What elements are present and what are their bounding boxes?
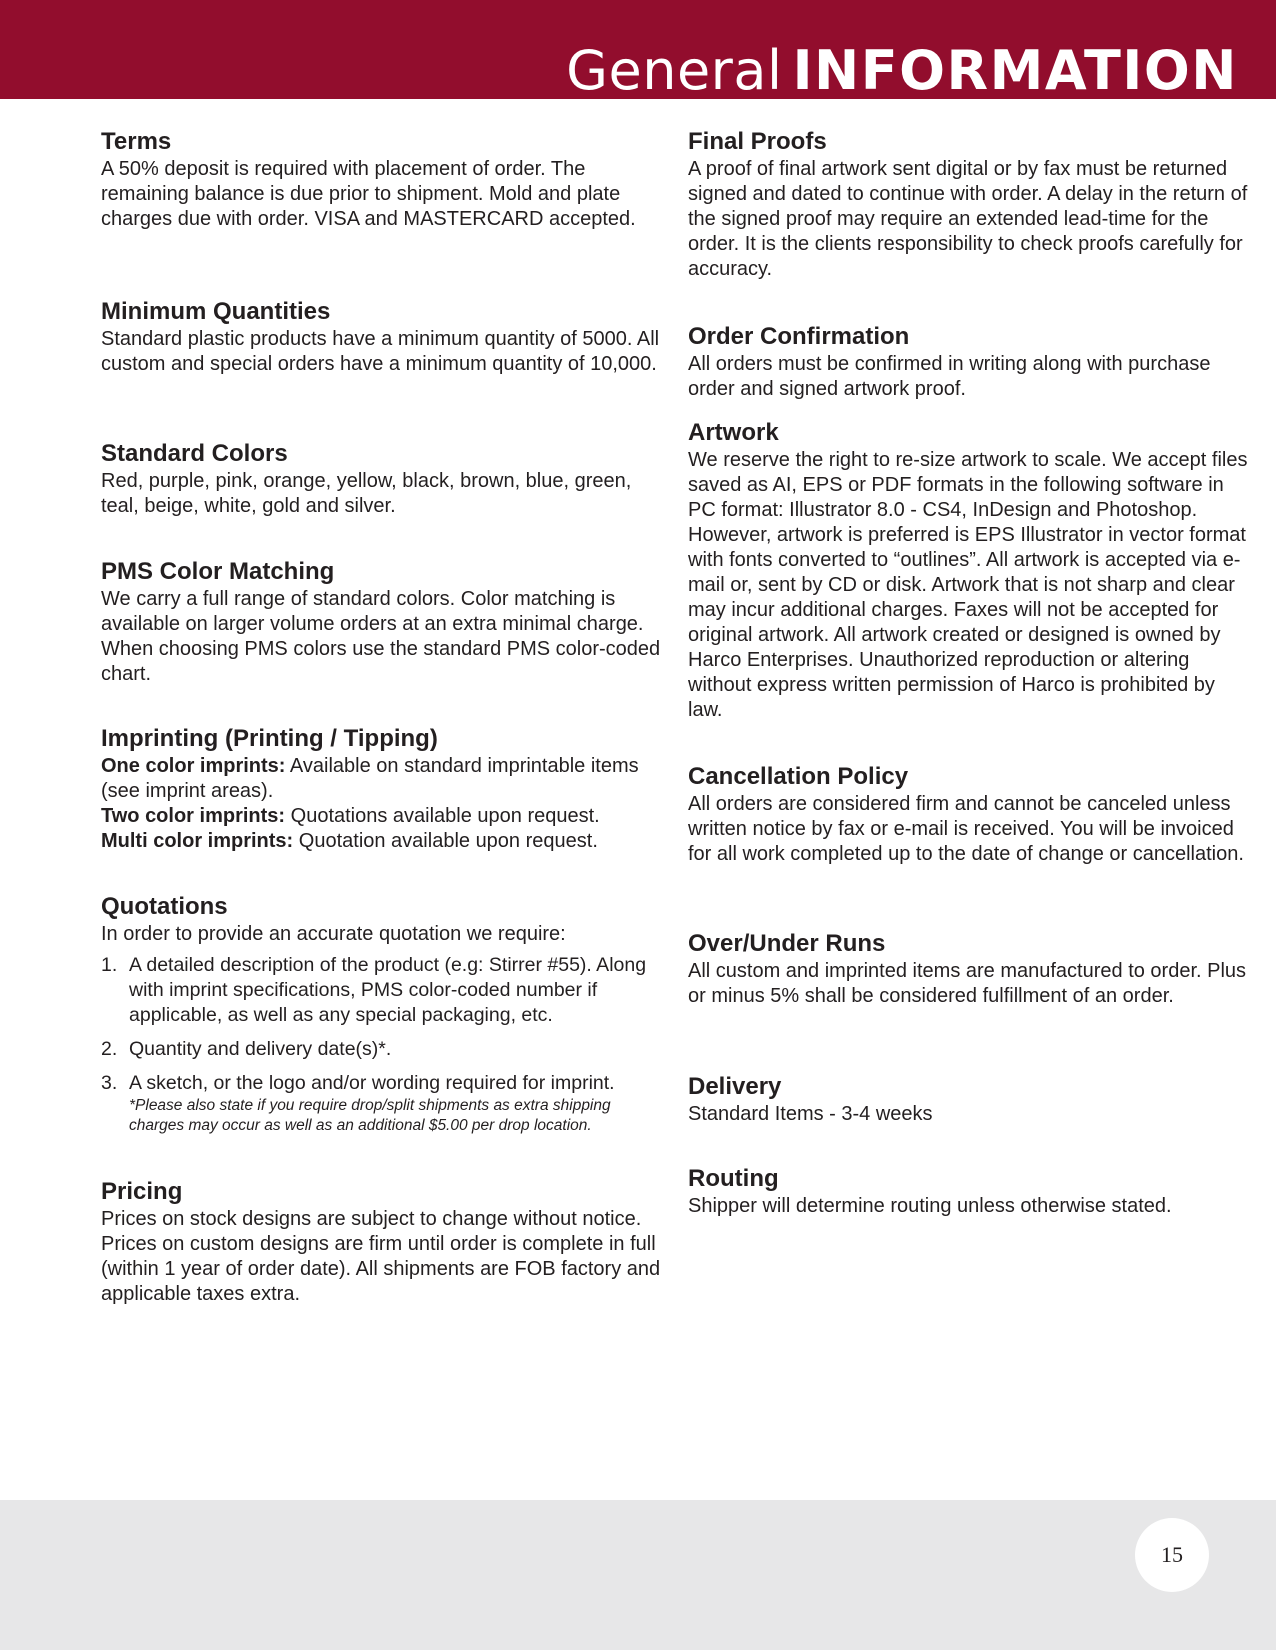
list-number: 3. bbox=[101, 1072, 118, 1094]
section-heading: Imprinting (Printing / Tipping) bbox=[101, 725, 438, 752]
imprint-label: Multi color imprints: bbox=[101, 830, 294, 852]
section-body: Standard Items - 3-4 weeks bbox=[688, 1103, 933, 1125]
section-heading: Order Confirmation bbox=[688, 323, 910, 350]
section-artwork bbox=[688, 418, 1248, 723]
section-body: All orders are considered firm and cannot be canceled unless written notice by fax or e-mail is received. You will be invoiced for all work completed up to the date of change or cancellation. bbox=[688, 793, 1244, 865]
list-item bbox=[101, 953, 661, 1028]
section-heading: Minimum Quantities bbox=[101, 298, 331, 325]
section-delivery bbox=[688, 1072, 1248, 1127]
section-heading: Delivery bbox=[688, 1073, 782, 1100]
section-terms bbox=[101, 127, 661, 232]
section-standard-colors bbox=[101, 439, 661, 519]
section-routing bbox=[688, 1164, 1248, 1219]
section-body: We reserve the right to re-size artwork to scale. We accept files saved as AI, EPS or PDF formats in the following software in PC format: Illustrator 8.0 - CS4, InDesign and Photoshop. However, artwork is preferred is EPS Illustrator in vector format with fonts converted to “outlines”. All artwork is accepted via e-mail or, sent by CD or disk. Artwork that is not sharp and clear may incur additional charges. Faxes will not be accepted for original artwork. All artwork created or designed is owned by Harco Enterprises. Unauthorized reproduction or altering without express written permission of Harco is prohibited by law. bbox=[688, 449, 1248, 721]
imprint-label: One color imprints: bbox=[101, 755, 286, 777]
header-banner bbox=[0, 0, 1276, 102]
section-body: Shipper will determine routing unless otherwise stated. bbox=[688, 1195, 1172, 1217]
imprint-line-one-color bbox=[101, 754, 661, 804]
section-heading: Over/Under Runs bbox=[688, 930, 886, 957]
list-item bbox=[101, 1037, 661, 1062]
page-title bbox=[566, 36, 1238, 106]
section-pricing bbox=[101, 1177, 661, 1307]
section-body: A proof of final artwork sent digital or by fax must be returned signed and dated to continue with order. A delay in the return of the signed proof may require an extended lead-time for the order. It is the clients responsibility to check proofs carefully for accuracy. bbox=[688, 158, 1248, 280]
imprint-line-two-color bbox=[101, 804, 661, 829]
list-item-text: Quantity and delivery date(s)*. bbox=[129, 1038, 392, 1060]
section-heading: Routing bbox=[688, 1165, 779, 1192]
section-heading: Artwork bbox=[688, 419, 779, 446]
imprint-line-multi-color bbox=[101, 829, 661, 854]
section-body: Standard plastic products have a minimum quantity of 5000. All custom and special orders have a minimum quantity of 10,000. bbox=[101, 328, 660, 375]
list-number: 1. bbox=[101, 954, 118, 976]
section-order-confirmation bbox=[688, 322, 1248, 402]
section-minimum-quantities bbox=[101, 297, 661, 377]
list-item bbox=[101, 1071, 661, 1136]
section-pms-color-matching bbox=[101, 557, 661, 687]
section-final-proofs bbox=[688, 127, 1248, 282]
section-heading: Cancellation Policy bbox=[688, 763, 909, 790]
quotation-requirements-list bbox=[101, 953, 661, 1136]
imprint-text: Available on standard imprintable items (see imprint areas). bbox=[101, 755, 639, 802]
section-body: We carry a full range of standard colors. Color matching is available on larger volume orders at an extra minimal charge. When choosing PMS colors use the standard PMS color-coded chart. bbox=[101, 588, 661, 685]
section-body: A 50% deposit is required with placement of order. The remaining balance is due prior to shipment. Mold and plate charges due with order. VISA and MASTERCARD accepted. bbox=[101, 158, 636, 230]
section-quotations bbox=[101, 892, 661, 1145]
section-body: All custom and imprinted items are manufactured to order. Plus or minus 5% shall be considered fulfillment of an order. bbox=[688, 960, 1247, 1007]
imprint-text: Quotation available upon request. bbox=[293, 830, 598, 852]
page-title-light: General bbox=[566, 39, 783, 102]
list-item-text: A sketch, or the logo and/or wording required for imprint. bbox=[129, 1072, 615, 1094]
section-heading: Terms bbox=[101, 128, 172, 155]
section-heading: Final Proofs bbox=[688, 128, 827, 155]
section-cancellation-policy bbox=[688, 762, 1248, 867]
page-title-bold: INFORMATION bbox=[792, 39, 1238, 102]
section-body: All orders must be confirmed in writing along with purchase order and signed artwork proof. bbox=[688, 353, 1211, 400]
section-heading: Pricing bbox=[101, 1178, 183, 1205]
shipping-note: *Please also state if you require drop/split shipments as extra shipping charges may occur as well as an additional $5.00 per drop location. bbox=[129, 1097, 611, 1134]
section-body: In order to provide an accurate quotation we require: bbox=[101, 923, 566, 945]
page-number-badge bbox=[1135, 1518, 1209, 1592]
footer-band bbox=[0, 1500, 1276, 1650]
section-imprinting bbox=[101, 724, 661, 854]
list-number: 2. bbox=[101, 1038, 118, 1060]
section-heading: Quotations bbox=[101, 893, 228, 920]
section-body: Prices on stock designs are subject to change without notice. Prices on custom designs are firm until order is complete in full (within 1 year of order date). All shipments are FOB factory and applicable taxes extra. bbox=[101, 1208, 661, 1305]
section-heading: PMS Color Matching bbox=[101, 558, 335, 585]
section-over-under-runs bbox=[688, 929, 1248, 1009]
section-body: Red, purple, pink, orange, yellow, black, brown, blue, green, teal, beige, white, gold and silver. bbox=[101, 470, 632, 517]
imprint-text: Quotations available upon request. bbox=[285, 805, 600, 827]
section-heading: Standard Colors bbox=[101, 440, 288, 467]
imprint-label: Two color imprints: bbox=[101, 805, 286, 827]
page-number: 15 bbox=[1161, 1542, 1183, 1567]
list-item-text: A detailed description of the product (e.g: Stirrer #55). Along with imprint specifications, PMS color-coded number if applicable, as well as any special packaging, etc. bbox=[129, 954, 647, 1026]
